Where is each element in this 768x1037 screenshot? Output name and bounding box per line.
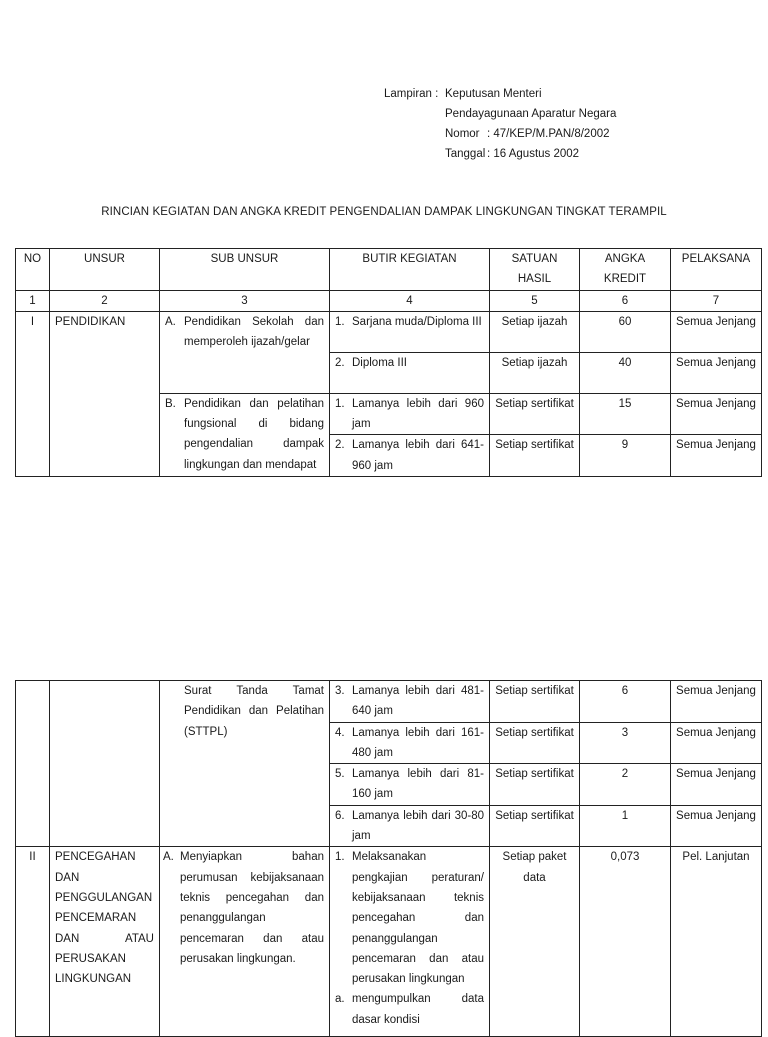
tanggal-value: : 16 Agustus 2002 bbox=[487, 148, 580, 160]
pelaksana-cell: Pel. Lanjutan bbox=[671, 847, 762, 1037]
butir-item bbox=[335, 394, 484, 435]
butir-text: Lamanya lebih dari 161-480 jam bbox=[352, 726, 484, 759]
butir-num: 2. bbox=[335, 356, 345, 369]
butir-text: Diploma III bbox=[352, 356, 407, 369]
sub-unsur-a-num: A. bbox=[165, 315, 176, 328]
col-number: 3 bbox=[160, 290, 330, 311]
sub-unsur-b-num: B. bbox=[165, 397, 176, 410]
butir-num: 4. bbox=[335, 726, 345, 739]
butir-cell bbox=[330, 311, 490, 352]
tanggal-row bbox=[384, 144, 616, 164]
satuan-cell: Setiap sertifikat bbox=[490, 722, 580, 764]
butir-text: Lamanya lebih dari 960 jam bbox=[352, 397, 484, 431]
butir-item bbox=[335, 435, 484, 476]
angka-cell: 3 bbox=[580, 722, 671, 764]
angka-cell: 6 bbox=[580, 681, 671, 723]
butir-item bbox=[335, 353, 484, 373]
butir-cell bbox=[330, 352, 490, 393]
col-header-no: NO bbox=[16, 249, 50, 291]
angka-cell: 15 bbox=[580, 393, 671, 435]
angka-cell: 1 bbox=[580, 805, 671, 847]
table-row-section-2 bbox=[16, 847, 762, 1037]
pelaksana-cell: Semua Jenjang bbox=[671, 805, 762, 847]
col-header-pelaksana: PELAKSANA bbox=[671, 249, 762, 291]
pelaksana-cell: Semua Jenjang bbox=[671, 681, 762, 723]
butir-num: 1. bbox=[335, 315, 345, 328]
col-number: 1 bbox=[16, 290, 50, 311]
satuan-cell: Setiap ijazah bbox=[490, 311, 580, 352]
pelaksana-cell: Semua Jenjang bbox=[671, 352, 762, 393]
pelaksana-cell: Semua Jenjang bbox=[671, 311, 762, 352]
satuan-cell: Setiap paket data bbox=[490, 847, 580, 1037]
document-title: RINCIAN KEGIATAN DAN ANGKA KREDIT PENGENDALIAN DAMPAK LINGKUNGAN TINGKAT TERAMPIL bbox=[101, 206, 667, 218]
butir-item bbox=[335, 681, 484, 722]
angka-cell: 9 bbox=[580, 435, 671, 477]
angka-cell: 40 bbox=[580, 352, 671, 393]
satuan-cell: Setiap sertifikat bbox=[490, 393, 580, 435]
sub-unsur-b bbox=[160, 393, 330, 476]
sub-unsur-item bbox=[163, 847, 324, 969]
col-number: 6 bbox=[580, 290, 671, 311]
butir-item bbox=[335, 764, 484, 805]
butir-cell bbox=[330, 435, 490, 477]
sub-unsur-b-continued bbox=[160, 681, 330, 847]
sub-unsur-b-cont-text: Surat Tanda Tamat Pendidikan dan Pelatihan (STTPL) bbox=[184, 685, 324, 738]
sub-unsur-a-text: Pendidikan Sekolah dan memperoleh ijazah/gelar bbox=[184, 315, 324, 349]
pelaksana-cell: Semua Jenjang bbox=[671, 435, 762, 477]
butir-cell bbox=[330, 681, 490, 723]
nomor-value: : 47/KEP/M.PAN/8/2002 bbox=[487, 128, 610, 140]
satuan-cell: Setiap sertifikat bbox=[490, 764, 580, 806]
butir-num: 5. bbox=[335, 768, 345, 781]
butir-subitem-num: a. bbox=[335, 993, 345, 1006]
butir-item bbox=[335, 847, 484, 989]
angka-cell: 60 bbox=[580, 311, 671, 352]
satuan-cell: Setiap ijazah bbox=[490, 352, 580, 393]
lampiran-label: Lampiran : bbox=[384, 88, 439, 100]
sub-unsur-b-text: Pendidikan dan pelatihan fungsional di bidang pengendalian dampak lingkungan dan mendapat bbox=[184, 397, 324, 471]
col-header-sub-unsur: SUB UNSUR bbox=[160, 249, 330, 291]
satuan-cell: Setiap sertifikat bbox=[490, 435, 580, 477]
butir-num: 2. bbox=[335, 439, 345, 452]
lampiran-block bbox=[384, 84, 616, 164]
butir-num: 1. bbox=[335, 397, 345, 410]
sub-unsur-text: Menyiapkan bahan perumusan kebijaksanaan teknis pencegahan dan penanggulangan pencemaran dan atau perusakan lingkungan. bbox=[180, 851, 324, 965]
pelaksana-cell: Semua Jenjang bbox=[671, 764, 762, 806]
row-unsur-empty bbox=[50, 681, 160, 847]
butir-item bbox=[335, 723, 484, 764]
butir-subitem-text: mengumpulkan data dasar kondisi bbox=[352, 993, 484, 1026]
nomor-row bbox=[384, 124, 616, 144]
butir-text: Lamanya lebih dari 30-80 jam bbox=[352, 809, 484, 843]
lampiran-line2: Pendayagunaan Aparatur Negara bbox=[445, 108, 617, 120]
nomor-label: Nomor bbox=[445, 128, 480, 140]
row-unsur: PENDIDIKAN bbox=[50, 311, 160, 476]
column-number-row bbox=[16, 290, 762, 311]
butir-num: 3. bbox=[335, 685, 345, 697]
sub-unsur-a bbox=[160, 311, 330, 393]
lampiran-value: Keputusan Menteri bbox=[445, 88, 542, 100]
col-number: 5 bbox=[490, 290, 580, 311]
sub-unsur-a bbox=[160, 847, 330, 1037]
butir-text: Sarjana muda/Diploma III bbox=[352, 315, 482, 328]
col-number: 4 bbox=[330, 290, 490, 311]
butir-cell bbox=[330, 764, 490, 806]
row-no: II bbox=[16, 847, 50, 1037]
activity-table-1 bbox=[15, 248, 762, 477]
butir-text: Lamanya lebih dari 481-640 jam bbox=[352, 685, 484, 718]
row-unsur bbox=[50, 847, 160, 1037]
satuan-cell: Setiap sertifikat bbox=[490, 681, 580, 723]
butir-text: Lamanya lebih dari 641-960 jam bbox=[352, 439, 484, 472]
sub-unsur-a-item bbox=[165, 312, 324, 353]
table-row bbox=[16, 681, 762, 723]
butir-cell bbox=[330, 805, 490, 847]
col-number: 2 bbox=[50, 290, 160, 311]
butir-text: Lamanya lebih dari 81-160 jam bbox=[352, 768, 484, 801]
row-no: I bbox=[16, 311, 50, 476]
tanggal-label: Tanggal bbox=[445, 148, 486, 160]
butir-cell bbox=[330, 722, 490, 764]
lampiran-line2-row bbox=[384, 104, 616, 124]
sub-unsur-num: A. bbox=[163, 851, 174, 864]
col-number: 7 bbox=[671, 290, 762, 311]
angka-cell: 2 bbox=[580, 764, 671, 806]
angka-cell: 0,073 bbox=[580, 847, 671, 1037]
butir-item bbox=[335, 312, 484, 332]
butir-num: 6. bbox=[335, 809, 345, 822]
table-row bbox=[16, 311, 762, 352]
lampiran-row bbox=[384, 84, 616, 104]
butir-cell bbox=[330, 847, 490, 1037]
pelaksana-cell: Semua Jenjang bbox=[671, 722, 762, 764]
row-no-empty bbox=[16, 681, 50, 847]
butir-text: Melaksanakan pengkajian peraturan/ kebijaksanaan teknis pencegahan dan penanggulangan pencemaran dan atau perusakan lingkungan bbox=[352, 851, 484, 986]
satuan-cell: Setiap sertifikat bbox=[490, 805, 580, 847]
spacer bbox=[384, 144, 445, 164]
spacer bbox=[384, 124, 445, 144]
col-header-unsur: UNSUR bbox=[50, 249, 160, 291]
sub-unsur-b-item bbox=[165, 394, 324, 475]
spacer bbox=[384, 104, 445, 124]
col-header-butir: BUTIR KEGIATAN bbox=[330, 249, 490, 291]
activity-table-2 bbox=[15, 680, 762, 1037]
butir-cell bbox=[330, 393, 490, 435]
butir-item bbox=[335, 806, 484, 847]
col-header-angka: ANGKA KREDIT bbox=[580, 249, 671, 291]
unsur-text: PENCEGAHAN DAN PENGGULANGAN PENCEMARAN DAN ATAU PERUSAKAN LINGKUNGAN bbox=[55, 851, 154, 986]
butir-num: 1. bbox=[335, 851, 345, 864]
pelaksana-cell: Semua Jenjang bbox=[671, 393, 762, 435]
col-header-satuan: SATUAN HASIL bbox=[490, 249, 580, 291]
header-row bbox=[16, 249, 762, 291]
